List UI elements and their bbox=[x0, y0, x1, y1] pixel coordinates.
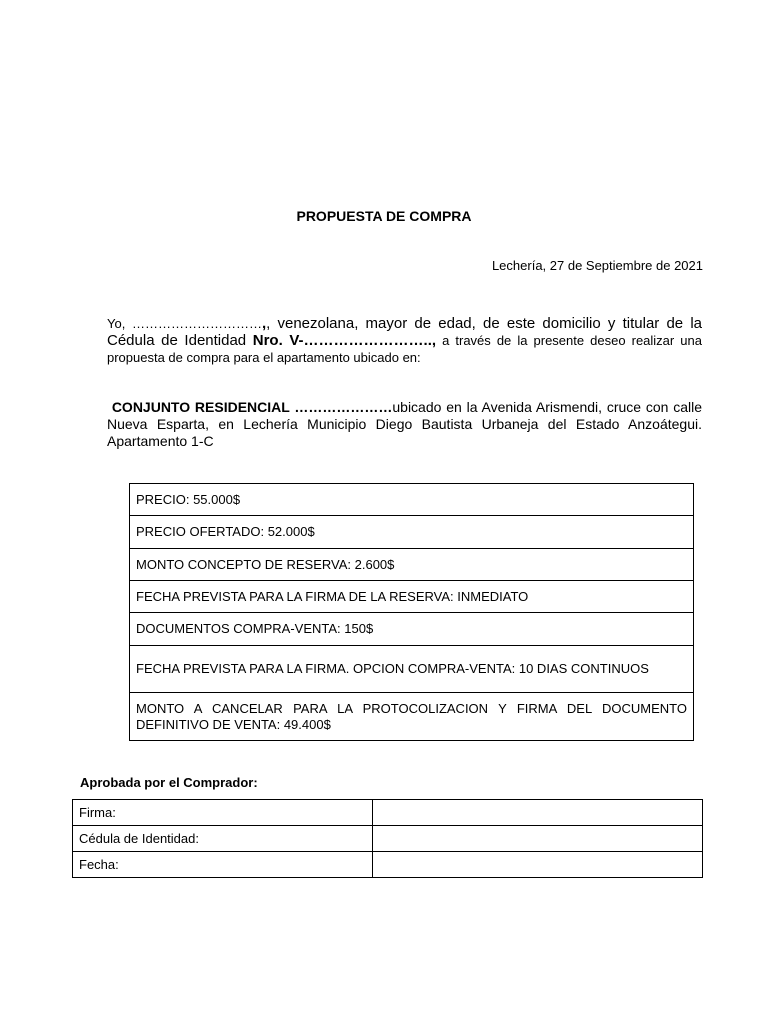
signature-field[interactable] bbox=[373, 800, 703, 826]
detail-price: PRECIO: 55.000$ bbox=[130, 484, 694, 516]
property-location: ubicado en la Avenida Arismendi, cruce con calle Nueva Esparta, en Lechería Municipio Diego Bautista Urbaneja del Estado Anzoátegui. Apartamento 1-C bbox=[107, 399, 703, 449]
table-row bbox=[130, 646, 694, 693]
table-row bbox=[73, 852, 703, 878]
signature-label: Firma: bbox=[73, 800, 373, 826]
detail-final-amount: MONTO A CANCELAR PARA LA PROTOCOLIZACION Y FIRMA DEL DOCUMENTO DEFINITIVO DE VENTA: 49.400$ bbox=[130, 693, 694, 741]
date-line: Lechería, 27 de Septiembre de 2021 bbox=[491, 258, 703, 273]
date-field[interactable] bbox=[373, 852, 703, 878]
table-row bbox=[130, 693, 694, 741]
buyer-approval-table bbox=[72, 799, 703, 878]
intro-yo: Yo, ………………………… bbox=[107, 316, 262, 331]
intro-id-number: Nro. V-…………………….., bbox=[252, 332, 437, 349]
table-row bbox=[130, 549, 694, 581]
table-row bbox=[73, 800, 703, 826]
table-row bbox=[130, 581, 694, 613]
detail-documents: DOCUMENTOS COMPRA-VENTA: 150$ bbox=[130, 613, 694, 646]
approved-heading: Aprobada por el Comprador: bbox=[80, 775, 258, 790]
intro-rest: a través de la presente deseo realizar una propuesta de compra para el apartamento ubicado en: bbox=[107, 333, 702, 365]
table-row bbox=[130, 613, 694, 646]
intro-paragraph bbox=[107, 315, 702, 366]
detail-reserve-amount: MONTO CONCEPTO DE RESERVA: 2.600$ bbox=[130, 549, 694, 581]
table-row bbox=[130, 484, 694, 516]
property-name: CONJUNTO RESIDENCIAL ………………… bbox=[111, 399, 393, 415]
detail-reserve-date: FECHA PREVISTA PARA LA FIRMA DE LA RESERVA: INMEDIATO bbox=[130, 581, 694, 613]
id-card-field[interactable] bbox=[373, 826, 703, 852]
intro-comma: , bbox=[261, 315, 267, 332]
purchase-details-table bbox=[129, 483, 694, 741]
table-row bbox=[73, 826, 703, 852]
detail-signing-date: FECHA PREVISTA PARA LA FIRMA. OPCION COMPRA-VENTA: 10 DIAS CONTINUOS bbox=[130, 646, 694, 693]
id-card-label: Cédula de Identidad: bbox=[73, 826, 373, 852]
date-label: Fecha: bbox=[73, 852, 373, 878]
intro-after-name: , venezolana, mayor de edad, de este domicilio y titular de la Cédula de Identidad bbox=[107, 315, 702, 349]
detail-offered-price: PRECIO OFERTADO: 52.000$ bbox=[130, 516, 694, 549]
document-title: PROPUESTA DE COMPRA bbox=[296, 208, 472, 224]
table-row bbox=[130, 516, 694, 549]
property-paragraph bbox=[107, 399, 702, 450]
